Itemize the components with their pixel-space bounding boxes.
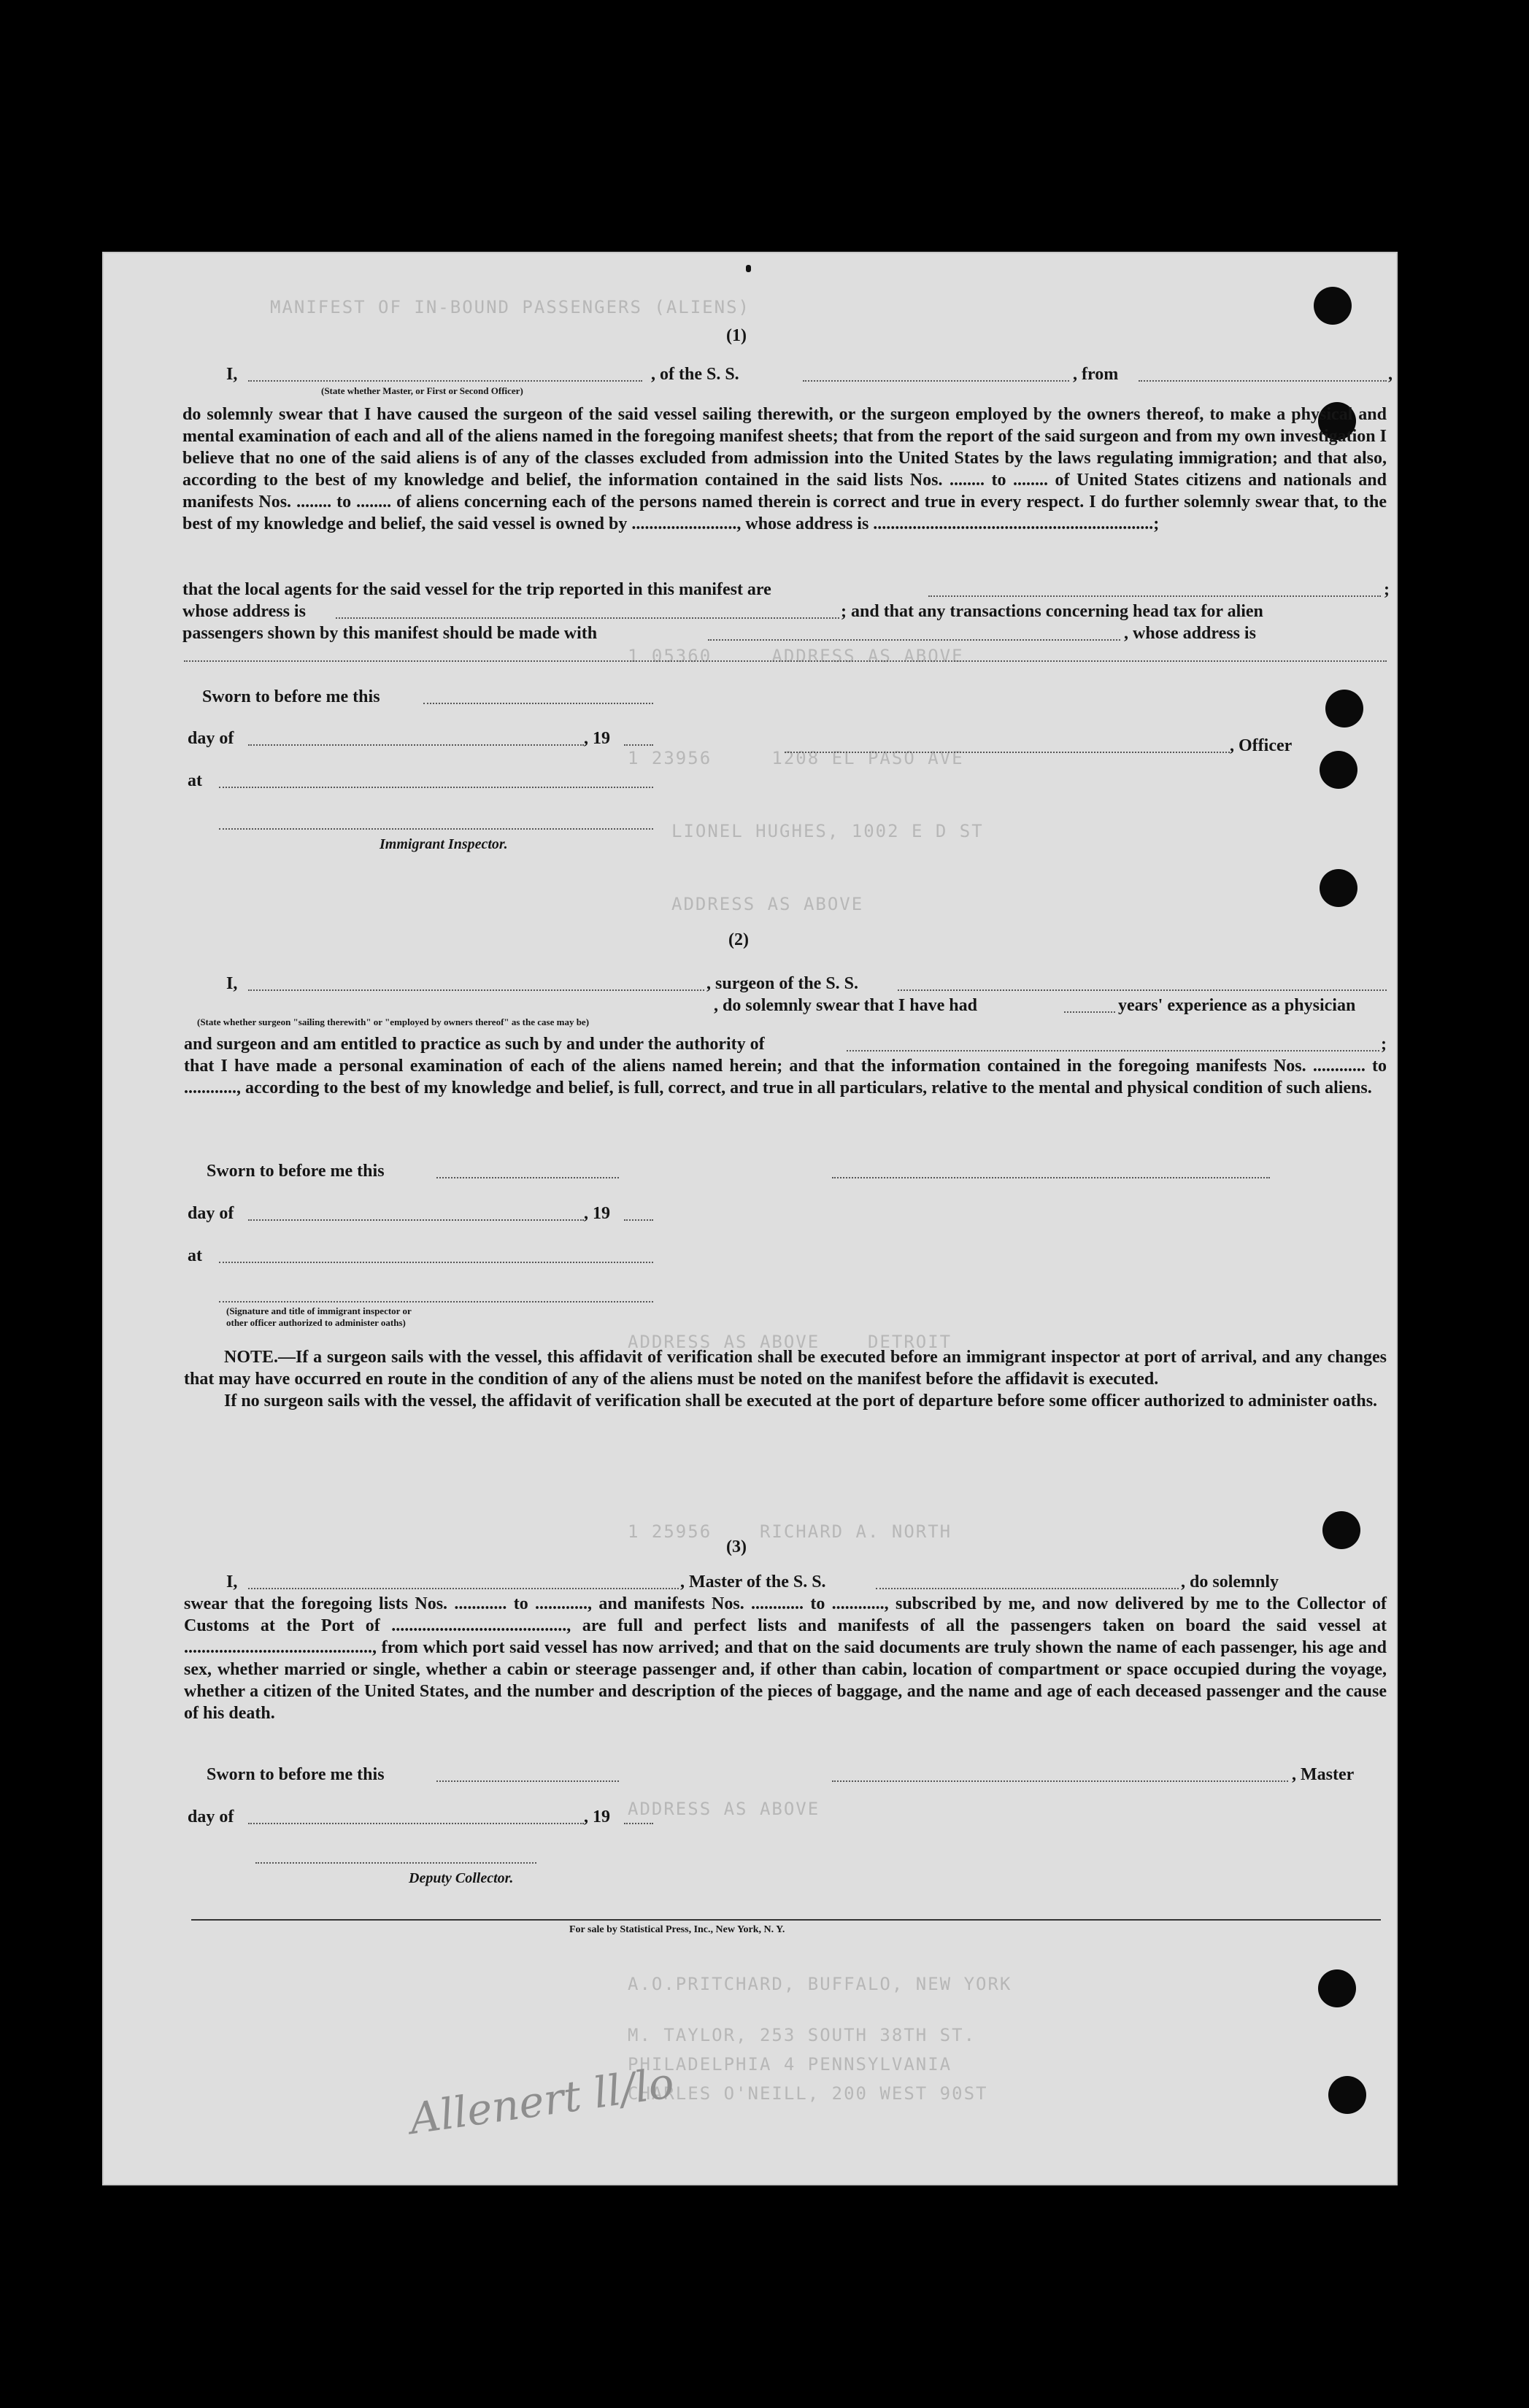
note-text: —If a surgeon sails with the vessel, this affidavit of verification shall be executed before an immigrant inspector at port of arrival, and any changes that may have occurred en route in the condition of any of the aliens must be noted on the manifest before the affidavit is executed. bbox=[184, 1348, 1387, 1389]
section-3-body: swear that the foregoing lists Nos. ............ to ............, and manifests Nos. ............ to ............, subscribed by me, and now delivered by me to the Collector of Customs at the Port of ........................................, are full and perfect lists and manifests of all the passengers taken on board the said vessel at ..........................................., from which port said vessel has now arrived; and that on the said documents are truly shown the name of each passenger, his age and sex, whether married or single, whether a cabin or steerage passenger and, if other than cabin, location of compartment or space occupied during the voyage, whether a citizen of the United States, and the number and description of the pieces of baggage, and the name and age of each deceased passenger and the cause of his death. bbox=[184, 1594, 1387, 1723]
whose-address-label: whose address is bbox=[182, 602, 306, 621]
years-text: years' experience as a physician bbox=[1118, 996, 1356, 1015]
punch-hole bbox=[1325, 690, 1363, 728]
officer-note: (State whether Master, or First or Second Officer) bbox=[321, 385, 523, 396]
bleed-through-text: ADDRESS AS ABOVE bbox=[671, 894, 864, 914]
line-end: ; bbox=[1381, 1035, 1387, 1054]
day-of-label-2: day of bbox=[188, 1204, 234, 1223]
day-of-label-3: day of bbox=[188, 1807, 234, 1826]
sig-note-1: (Signature and title of immigrant inspector or bbox=[226, 1305, 412, 1316]
master-vessel-field bbox=[876, 1588, 1179, 1589]
sworn-label-1: Sworn to before me this bbox=[202, 687, 380, 706]
at-label-1: at bbox=[188, 771, 202, 790]
punch-hole bbox=[1320, 751, 1357, 789]
section-3-i: I, bbox=[226, 1572, 238, 1591]
year-label-1: , 19 bbox=[584, 729, 610, 748]
day-field-3 bbox=[248, 1823, 584, 1824]
surgeon-name-field bbox=[248, 989, 704, 991]
sworn-field-3 bbox=[436, 1780, 619, 1782]
head-tax-address-field bbox=[184, 660, 1387, 662]
section-1-number: (1) bbox=[726, 326, 747, 345]
years-field bbox=[1064, 1011, 1115, 1013]
page-mark bbox=[746, 265, 751, 272]
bleed-through-text: 1 25956 RICHARD A. NORTH bbox=[628, 1521, 952, 1542]
inspector-signature-line bbox=[219, 828, 653, 830]
bleed-through-text: LIONEL HUGHES, 1002 E D ST bbox=[671, 821, 984, 841]
note-paragraph bbox=[184, 1346, 1387, 1412]
footer-rule bbox=[191, 1919, 1381, 1921]
sworn-field-1 bbox=[423, 703, 653, 704]
section-2-i: I, bbox=[226, 974, 238, 993]
year-field-3 bbox=[624, 1823, 653, 1824]
master-label: , Master bbox=[1292, 1765, 1355, 1784]
swear-text: , do solemnly swear that I have had bbox=[714, 996, 977, 1015]
head-tax-field bbox=[708, 639, 1120, 641]
at-field-1 bbox=[219, 787, 653, 788]
punch-hole bbox=[1328, 2076, 1366, 2114]
section-2-body: that I have made a personal examination of each of the aliens named herein; and that the information contained in the foregoing manifests Nos. ............ to ............, according to the best of my knowledge and belief, is full, correct, and true in all particulars, relative to the mental and physical condition of such aliens. bbox=[184, 1057, 1387, 1097]
punch-hole bbox=[1314, 287, 1352, 325]
master-of-ss-label: , Master of the S. S. bbox=[680, 1572, 826, 1591]
surgeon-signature-line bbox=[832, 1177, 1270, 1178]
section-3-number: (3) bbox=[726, 1537, 747, 1556]
punch-hole bbox=[1322, 1511, 1360, 1549]
note-label: NOTE. bbox=[224, 1348, 279, 1367]
officer-signature-line bbox=[785, 752, 1230, 753]
bleed-through-text: MANIFEST OF IN-BOUND PASSENGERS (ALIENS) bbox=[270, 297, 750, 317]
master-name-field bbox=[248, 1588, 679, 1589]
section-1-i: I, bbox=[226, 365, 238, 384]
bleed-through-text: CHARLES O'NEILL, 200 WEST 90ST bbox=[628, 2083, 988, 2104]
year-label-3: , 19 bbox=[584, 1807, 610, 1826]
deputy-signature-line bbox=[255, 1862, 536, 1864]
inspector-signature-line-2 bbox=[219, 1301, 653, 1303]
bleed-through-text: A.O.PRITCHARD, BUFFALO, NEW YORK bbox=[628, 1974, 1012, 1994]
from-label: , from bbox=[1073, 365, 1119, 384]
agents-address-field bbox=[336, 617, 839, 619]
punch-hole bbox=[1320, 869, 1357, 907]
day-field-1 bbox=[248, 744, 584, 746]
year-field-2 bbox=[624, 1219, 653, 1221]
day-field-2 bbox=[248, 1219, 584, 1221]
sworn-field-2 bbox=[436, 1177, 619, 1178]
from-field bbox=[1139, 380, 1387, 382]
vessel-field bbox=[803, 380, 1069, 382]
master-signature-line bbox=[832, 1780, 1288, 1782]
authority-text: and surgeon and am entitled to practice as such by and under the authority of bbox=[184, 1035, 765, 1054]
agents-field bbox=[928, 595, 1381, 597]
agents-text: that the local agents for the said vessel for the trip reported in this manifest are bbox=[182, 580, 771, 599]
bleed-through-text: ADDRESS AS ABOVE DETROIT bbox=[628, 1332, 952, 1352]
bleed-through-text: 1 05360 ADDRESS AS ABOVE bbox=[628, 646, 964, 666]
printer-footer: For sale by Statistical Press, Inc., New York, N. Y. bbox=[569, 1924, 785, 1935]
master-line-end: , do solemnly bbox=[1181, 1572, 1279, 1591]
year-label-2: , 19 bbox=[584, 1204, 610, 1223]
authority-field bbox=[847, 1050, 1379, 1051]
punch-hole bbox=[1318, 1969, 1356, 2007]
section-1-body: do solemnly swear that I have caused the surgeon of the said vessel sailing therewith, or the surgeon employed by the owners thereof, to make a physical and mental examination of each and all of the aliens named in the foregoing manifest sheets; that from the report of the said surgeon and from my own investigation I believe that no one of the said aliens is of any of the classes excluded from admission into the United States by the laws regulating immigration; and that also, according to the best of my knowledge and belief, the information contained in the said lists Nos. ........ to ........ of United States citizens and nationals and manifests Nos. ........ to ........ of aliens concerning each of the persons named therein is correct and true in every respect. I do further solemnly swear that, to the best of my knowledge and belief, the said vessel is owned by ........................, whose address is ................................................................; bbox=[182, 405, 1387, 533]
officer-field bbox=[248, 380, 642, 382]
section-2-number: (2) bbox=[728, 930, 749, 949]
line-end: ; bbox=[1384, 580, 1390, 599]
passengers-address-label: , whose address is bbox=[1124, 624, 1256, 643]
manifest-verification-page bbox=[102, 252, 1398, 2185]
of-ss-label: , of the S. S. bbox=[651, 365, 739, 384]
bleed-through-text: M. TAYLOR, 253 SOUTH 38TH ST. bbox=[628, 2025, 977, 2045]
sig-note-2: other officer authorized to administer oaths) bbox=[226, 1317, 406, 1328]
inspector-label: Immigrant Inspector. bbox=[380, 836, 508, 852]
year-field-1 bbox=[624, 744, 653, 746]
surgeon-note: (State whether surgeon "sailing therewith" or "employed by owners thereof" as the case may be) bbox=[197, 1016, 590, 1027]
at-field-2 bbox=[219, 1262, 653, 1263]
bleed-through-text: 1 23956 1208 EL PASO AVE bbox=[628, 748, 964, 768]
surgeon-label: , surgeon of the S. S. bbox=[706, 974, 859, 993]
line-end: , bbox=[1388, 365, 1393, 384]
head-tax-text: ; and that any transactions concerning head tax for alien bbox=[841, 602, 1263, 621]
bleed-through-text: PHILADELPHIA 4 PENNSYLVANIA bbox=[628, 2054, 952, 2075]
deputy-label: Deputy Collector. bbox=[409, 1870, 514, 1886]
handwritten-signature: A​llen​e​rt ​ll​/​l​o​​​ bbox=[407, 2057, 677, 2145]
at-label-2: at bbox=[188, 1246, 202, 1265]
surgeon-vessel-field bbox=[898, 989, 1387, 991]
note-text-2: If no surgeon sails with the vessel, the affidavit of verification shall be executed at the port of departure before some officer authorized to administer oaths. bbox=[224, 1392, 1378, 1411]
bleed-through-text: ADDRESS AS ABOVE bbox=[628, 1799, 820, 1819]
day-of-label-1: day of bbox=[188, 729, 234, 748]
officer-label: , Officer bbox=[1230, 736, 1293, 755]
sworn-label-3: Sworn to before me this bbox=[207, 1765, 385, 1784]
passengers-text: passengers shown by this manifest should be made with bbox=[182, 624, 598, 643]
sworn-label-2: Sworn to before me this bbox=[207, 1162, 385, 1181]
